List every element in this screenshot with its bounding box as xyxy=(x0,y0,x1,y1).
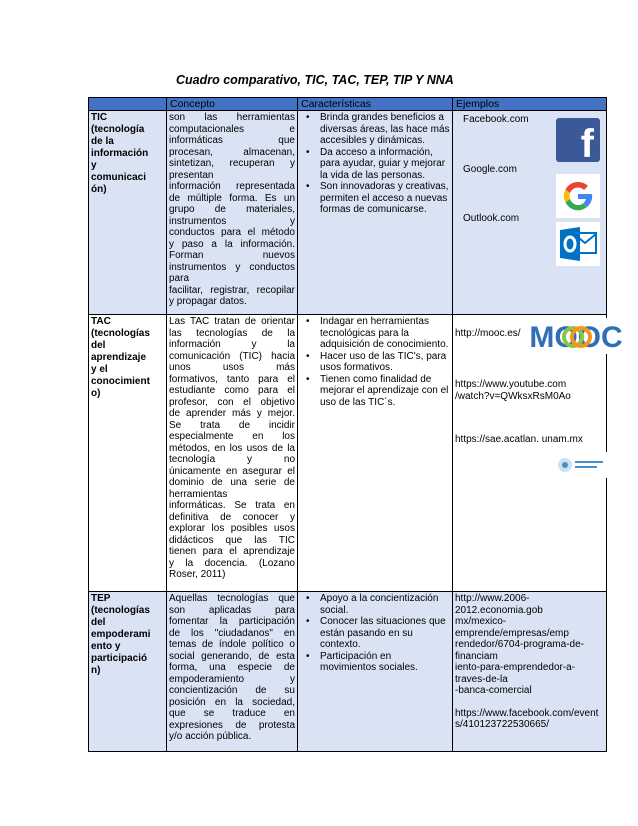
link-line: /watch?v=QWksxRsM0Ao xyxy=(455,390,571,402)
list-item: • Tienen como finalidad de mejorar el aprendizaje con el uso de las TIC´s. xyxy=(320,374,450,409)
concept-line: de aprender más y mejor. xyxy=(169,408,295,419)
row-name-tac xyxy=(89,315,167,592)
concept-line: informáticas que xyxy=(169,135,295,146)
concept-line: y/o acción pública. xyxy=(169,731,252,742)
concept-line: procesan, almacenan, xyxy=(169,146,295,158)
example-facebook-event-link[interactable] xyxy=(455,708,604,731)
concept-line: de los "ciudadanos" en xyxy=(169,627,295,639)
characteristics-tic xyxy=(298,111,453,315)
link-line: rendedor/6704-programa-de- xyxy=(455,639,584,650)
link-line: -banca-comercial xyxy=(455,685,532,696)
row-name-line: (tecnologías xyxy=(91,328,150,339)
link-line: iento-para-emprendedor-a- xyxy=(455,662,576,673)
link-line: http://mooc.es/ xyxy=(455,328,521,339)
concept-line: de múltiple forma. Es un xyxy=(169,192,295,204)
concept-line: definitiva de conocer y xyxy=(169,511,295,523)
table-row xyxy=(89,315,607,592)
concept-line: facilitar, registrar, recopilar xyxy=(169,284,295,296)
concept-line: empoderamiento y xyxy=(169,673,295,685)
row-name-line: información xyxy=(91,148,149,159)
concept-line: métodos, en los usos de la xyxy=(169,442,295,454)
concept-line: dominio de una serie de xyxy=(169,477,295,488)
concept-line: Forman nuevos xyxy=(169,250,295,261)
list-item: • Hacer uso de las TIC's, para usos formativos. xyxy=(320,351,450,374)
concept-line: social generando, de esta xyxy=(169,650,295,662)
page-title: Cuadro comparativo, TIC, TAC, TEP, TIP Y NNA xyxy=(176,73,454,87)
concept-line: presentan xyxy=(169,169,214,181)
mooc-logo-icon xyxy=(529,318,623,354)
concept-line: estudiante como para el xyxy=(169,385,295,396)
list-item: • Brinda grandes beneficios a diversas áreas, las hace más accesibles y dinámicas. xyxy=(320,112,450,147)
concept-line: y la docencia. (Lozano xyxy=(169,557,295,569)
concept-line: información representada xyxy=(169,181,295,192)
concept-line: y paso a la información. xyxy=(169,238,295,250)
concept-line: informáticas. Se trata en xyxy=(169,500,295,511)
header-empty xyxy=(89,98,167,111)
concept-tep xyxy=(167,592,298,752)
row-name-tic xyxy=(89,111,167,315)
concept-line: formativos, tanto para el xyxy=(169,373,295,385)
facebook-logo-icon: f xyxy=(556,118,600,162)
concept-line: computacionales e xyxy=(169,123,295,135)
concept-line: tecnología y no xyxy=(169,454,295,465)
mooc-logo-text: MOOC xyxy=(529,321,623,354)
concept-line: son aplicadas para xyxy=(169,604,295,616)
example-economia-link[interactable] xyxy=(455,593,604,697)
concept-line: y propagar datos. xyxy=(169,296,247,307)
concept-line: explorar los posibles usos xyxy=(169,523,295,534)
concept-line: Aquellas tecnologías que xyxy=(169,593,295,604)
unam-logo-icon xyxy=(555,452,607,478)
concept-line: forma, una especie de xyxy=(169,662,295,673)
list-item: • Da acceso a información, para ayudar, guiar y mejorar la vida de las personas. xyxy=(320,147,450,182)
characteristics-tac xyxy=(298,315,453,592)
header-caracteristicas: Características xyxy=(298,98,453,111)
concept-line: expresiones de protesta xyxy=(169,719,295,731)
row-name-line: participació xyxy=(91,653,148,664)
row-name-line: ón) xyxy=(91,184,107,195)
concept-line: comunicación (TIC) hacia xyxy=(169,350,295,362)
row-name-line: conocimient xyxy=(91,376,150,387)
row-name-line: de la xyxy=(91,136,114,147)
link-line: mx/mexico- xyxy=(455,616,507,627)
concept-line: Las TAC tratan de orientar xyxy=(169,316,295,327)
row-name-line: TAC xyxy=(91,316,111,327)
characteristics-list xyxy=(300,112,450,216)
link-line: https://sae.acatlan. unam.mx xyxy=(455,434,583,445)
example-google[interactable]: Google.com xyxy=(463,164,517,175)
concept-line: especialmente en los xyxy=(169,431,295,442)
row-name-line: y el xyxy=(91,364,108,375)
comparison-table xyxy=(88,97,623,752)
list-item: • Apoyo a la concientización social. xyxy=(320,593,450,616)
concept-line: herramientas xyxy=(169,488,228,500)
concept-line: fomentar la participación xyxy=(169,616,295,627)
example-unam-link[interactable] xyxy=(455,434,583,446)
example-youtube-link[interactable] xyxy=(455,379,571,402)
concept-line: sintetizan, recuperan y xyxy=(169,158,295,169)
concept-line: temas de índole político o xyxy=(169,639,295,650)
concept-line: tienen para el aprendizaje xyxy=(169,546,295,557)
list-item: • Conocer las situaciones que están pasando en su contexto. xyxy=(320,616,450,651)
concept-line: Se trata de incidir xyxy=(169,419,295,431)
example-outlook[interactable]: Outlook.com xyxy=(463,213,520,224)
concept-line: Roser, 2011) xyxy=(169,569,226,580)
concept-tic xyxy=(167,111,298,315)
examples-tic xyxy=(453,111,607,315)
table-header-row xyxy=(89,98,607,111)
characteristics-list xyxy=(300,316,450,408)
row-name-line: y xyxy=(91,160,97,171)
concept-line: unos usos más xyxy=(169,362,295,373)
link-line: https://www.facebook.com/event xyxy=(455,707,599,719)
row-name-line: ento y xyxy=(91,641,121,652)
concept-tac xyxy=(167,315,298,592)
concept-line: las tecnologías de la xyxy=(169,327,295,339)
row-name-line: del xyxy=(91,617,106,628)
google-logo-icon xyxy=(556,174,600,218)
characteristics-tep xyxy=(298,592,453,752)
table-row xyxy=(89,111,607,315)
row-name-line: (tecnología xyxy=(91,124,145,135)
examples-tep xyxy=(453,592,607,752)
row-name-line: (tecnologías xyxy=(91,605,150,616)
concept-line: profesor, con el objetivo xyxy=(169,396,295,408)
concept-line: conductos para el método xyxy=(169,227,295,238)
row-name-line: TIC xyxy=(91,112,108,123)
link-line: 2012.economia.gob xyxy=(455,604,543,616)
concept-line: concientización de su xyxy=(169,685,295,696)
table-row xyxy=(89,592,607,752)
link-line: http://www.2006- xyxy=(455,593,530,604)
row-name-tep xyxy=(89,592,167,752)
row-name-line: TEP xyxy=(91,593,111,604)
row-name-line: aprendizaje xyxy=(91,352,147,363)
concept-line: grupo de materiales, xyxy=(169,204,295,215)
concept-line: son las herramientas xyxy=(169,112,295,123)
concept-line: instrumentos y xyxy=(169,215,295,227)
concept-line: únicamente en asegurar el xyxy=(169,465,295,477)
list-item: • Indagar en herramientas tecnológicas para la adquisición de conocimiento. xyxy=(320,316,450,351)
row-name-line: o) xyxy=(91,388,101,399)
link-line: s/410123722530665/ xyxy=(455,719,549,730)
concept-line: didácticos que las TIC xyxy=(169,534,295,546)
concept-line: información y la xyxy=(169,339,295,350)
example-mooc-link[interactable] xyxy=(455,328,521,340)
characteristics-list xyxy=(300,593,450,674)
row-name-line: n) xyxy=(91,665,101,676)
concept-line: para xyxy=(169,273,190,284)
link-line: https://www.youtube.com xyxy=(455,379,567,390)
link-line: emprende/empresas/emp xyxy=(455,627,569,639)
outlook-logo-icon xyxy=(556,222,600,266)
row-name-line: empoderami xyxy=(91,629,151,640)
row-name-line: del xyxy=(91,340,106,351)
header-concepto: Concepto xyxy=(167,98,298,111)
row-name-line: comunicaci xyxy=(91,172,147,183)
link-line: financiam xyxy=(455,650,498,662)
concept-line: instrumentos y conductos xyxy=(169,261,295,273)
concept-line: que se traduce en xyxy=(169,708,295,719)
example-facebook[interactable]: Facebook.com xyxy=(463,114,529,125)
concept-line: posición en la sociedad, xyxy=(169,696,295,708)
link-line: traves-de-la xyxy=(455,673,508,685)
list-item: • Participación en movimientos sociales. xyxy=(320,651,450,674)
examples-tac xyxy=(453,315,623,592)
header-ejemplos: Ejemplos xyxy=(453,98,607,111)
list-item: • Son innovadoras y creativas, permiten el acceso a nuevas formas de comunicarse. xyxy=(320,181,450,216)
